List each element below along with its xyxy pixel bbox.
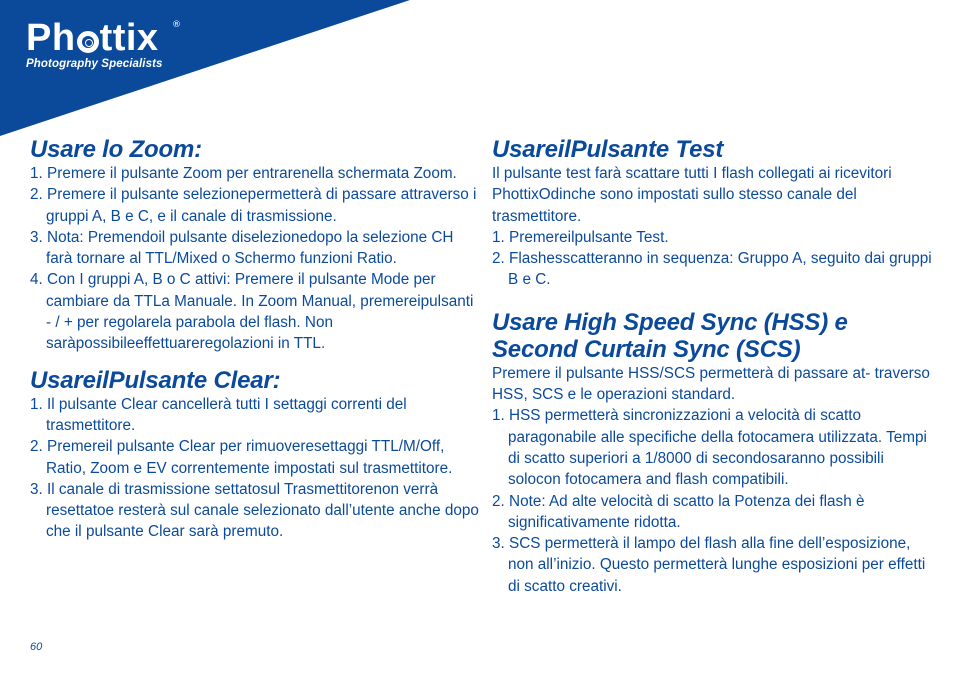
test-steps [492, 227, 932, 291]
list-item [30, 163, 480, 184]
item-number: 1. [492, 407, 505, 425]
list-item [492, 405, 932, 490]
item-number: 4. [30, 271, 43, 289]
list-item [492, 491, 932, 534]
item-text: Premere il pulsante selezionepermetterà di passare attraverso i gruppi A, B e C, e il canale di trasmissione. [46, 186, 477, 225]
item-text: Flashesscatteranno in sequenza: Gruppo A, seguito dai gruppi B e C. [508, 250, 932, 289]
item-text: Il canale di trasmissione settatosul Trasmettitorenon verrà resettatoe resterà sul canale selezionato dall’utente anche dopo che il pulsante Clear sarà premuto. [46, 480, 479, 541]
list-item [30, 184, 480, 227]
clear-steps [30, 394, 480, 543]
item-number: 2. [492, 250, 505, 268]
logo-text-start: Ph [26, 17, 76, 59]
list-item [30, 227, 480, 270]
item-text: HSS permetterà sincronizzazioni a velocità di scatto paragonabile alle specifiche della fotocamera utilizzata. Tempi di scatto superiori a 1/8000 di secondosaranno possibili solocon fotocamera and flash compatibili. [508, 407, 927, 489]
item-text: Con I gruppi A, B o C attivi: Premere il pulsante Mode per cambiare da TTLa Manuale. In Zoom Manual, premereipulsanti - / + per regolarela parabola del flash. Non saràpossibileeffettuareregolazioni in TTL. [46, 271, 474, 353]
item-number: 2. [30, 438, 43, 456]
item-number: 3. [30, 228, 43, 246]
item-number: 1. [492, 228, 505, 246]
section-title-zoom: Usare lo Zoom: [30, 136, 202, 163]
section-title-test: UsareilPulsante Test [492, 136, 724, 163]
registered-mark: ® [172, 20, 181, 30]
hss-steps [492, 405, 932, 597]
logo-text-end: ttix [99, 17, 159, 59]
item-number: 2. [492, 492, 505, 510]
list-item [492, 533, 932, 597]
list-item [30, 479, 480, 543]
list-item [30, 269, 480, 354]
list-item [30, 394, 480, 437]
item-number: 3. [30, 480, 43, 498]
page-number: 60 [30, 641, 43, 653]
section-clear [30, 367, 480, 543]
section-test [492, 136, 932, 291]
phottix-logo [26, 17, 181, 70]
section-title-clear: UsareilPulsante Clear: [30, 366, 281, 394]
item-text: Il pulsante Clear cancellerà tutti I settaggi correnti del trasmettitore. [46, 395, 407, 434]
section-intro-test: Il pulsante test farà scattare tutti I flash collegati ai ricevitori PhottixOdinche sono impostati sullo stesso canale del trasmettitore. [492, 165, 892, 225]
aperture-icon [77, 31, 99, 53]
item-number: 1. [30, 165, 43, 182]
right-column [492, 136, 932, 609]
section-intro-hss: Premere il pulsante HSS/SCS permetterà di passare at- traverso HSS, SCS e le operazioni standard. [492, 364, 930, 404]
item-text: Premereil pulsante Clear per rimuoveresettaggi TTL/M/Off, Ratio, Zoom e EV correntemente impostati sul trasmettitore. [46, 438, 453, 477]
logo-wordmark [26, 18, 163, 58]
item-text: SCS permetterà il lampo del flash alla fine dell’esposizione, non all’inizio. Questo permetterà lunghe esposizioni per effetti di scatto creativi. [508, 535, 926, 595]
section-zoom [30, 136, 480, 355]
item-text: Note: Ad alte velocità di scatto la Potenza dei flash è significativamente ridotta. [508, 492, 865, 531]
item-number: 1. [30, 395, 43, 413]
item-number: 2. [30, 186, 43, 204]
item-text: Nota: Premendoil pulsante diselezionedopo la selezione CH farà tornare al TTL/Mixed o Schermo funzioni Ratio. [46, 228, 454, 268]
left-column [30, 136, 480, 555]
item-text: Premereilpulsante Test. [509, 228, 669, 246]
section-title-hss: Usare High Speed Sync (HSS) e Second Curtain Sync (SCS) [492, 308, 848, 363]
item-text: Premere il pulsante Zoom per entrarenella schermata Zoom. [47, 165, 457, 182]
section-hss [492, 309, 932, 597]
zoom-steps [30, 163, 480, 355]
list-item [492, 227, 932, 248]
logo-tagline: Photography Specialists [26, 58, 163, 70]
list-item [30, 436, 480, 479]
list-item [492, 248, 932, 291]
item-number: 3. [492, 535, 505, 553]
